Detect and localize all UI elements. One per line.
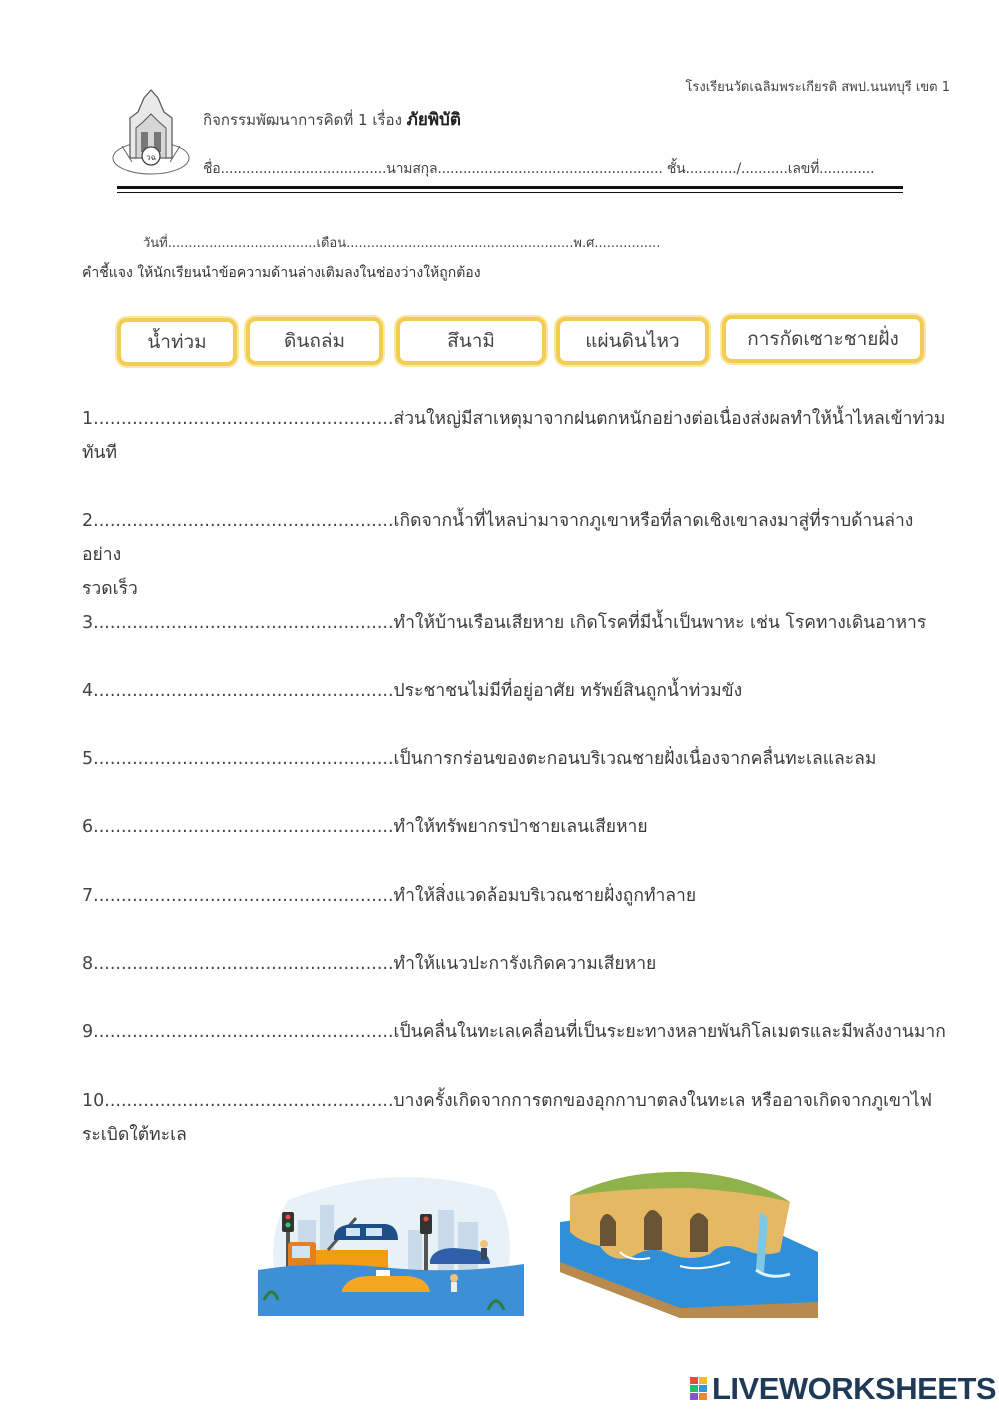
answer-blank-3[interactable]: 3......................................................: [82, 613, 394, 633]
word-bank-label: แผ่นดินไหว: [585, 330, 680, 352]
liveworksheets-cube-icon: [690, 1377, 708, 1401]
question-text: ทำให้ทรัพยากรป่าชายเลนเสียหาย: [393, 817, 648, 837]
question-text: ทำให้บ้านเรือนเสียหาย เกิดโรคที่มีน้ำเป็นพาหะ เช่น โรคทางเดินอาหาร: [393, 613, 927, 633]
header-rule-thin: [117, 192, 903, 193]
answer-blank-8[interactable]: 8......................................................: [82, 954, 394, 974]
answer-blank-4[interactable]: 4......................................................: [82, 681, 394, 701]
question-2: [82, 504, 952, 606]
answer-blank-10[interactable]: 10....................................................: [82, 1091, 394, 1111]
word-bank-label: สึนามิ: [447, 330, 495, 352]
brand-name: LIVEWORKSHEETS: [712, 1371, 997, 1406]
school-logo: [110, 88, 192, 180]
question-text-cont: ระเบิดใต้ทะเล: [82, 1125, 187, 1145]
student-info-row: ชื่อ.......................................นามสกุล..................................................... ชั้น............/...........เลขที่.............: [203, 161, 875, 177]
answer-blank-9[interactable]: 9......................................................: [82, 1022, 394, 1042]
answer-blank-2[interactable]: 2......................................................: [82, 511, 394, 531]
question-text: บางครั้งเกิดจากการตกของอุกกาบาตลงในทะเล หรืออาจเกิดจากภูเขาไฟ: [393, 1091, 933, 1111]
activity-prefix: กิจกรรมพัฒนาการคิดที่ 1 เรื่อง: [203, 111, 407, 129]
word-bank-label: การกัดเซาะชายฝั่ง: [747, 328, 899, 350]
question-10: [82, 1084, 952, 1152]
answer-blank-1[interactable]: 1......................................................: [82, 409, 394, 429]
school-name: โรงเรียนวัดเฉลิมพระเกียรติ สพป.นนทบุรี เขต 1: [685, 80, 950, 95]
question-text: เป็นคลื่นในทะเลเคลื่อนที่เป็นระยะทางหลายพันกิโลเมตรและมีพลังงานมาก: [393, 1022, 946, 1042]
date-row: วันที่....................................เดือน.......................................................พ.ศ................: [143, 236, 661, 251]
question-text: ทำให้สิ่งแวดล้อมบริเวณชายฝั่งถูกทำลาย: [393, 886, 697, 906]
word-bank-item-landslide[interactable]: [246, 317, 383, 365]
question-1: [82, 402, 952, 470]
question-text: เกิดจากน้ำที่ไหลบ่ามาจากภูเขาหรือที่ลาดเชิงเขาลงมาสู่ที่ราบด้านล่างอย่าง: [82, 511, 914, 565]
svg-text:วฉ: วฉ: [146, 153, 156, 162]
question-6: [82, 810, 952, 844]
question-text: ส่วนใหญ่มีสาเหตุมาจากฝนตกหนักอย่างต่อเนื่องส่งผลทำให้น้ำไหลเข้าท่วม: [393, 409, 946, 429]
question-9: [82, 1015, 952, 1049]
question-5: [82, 742, 952, 776]
word-bank-label: น้ำท่วม: [147, 331, 207, 353]
word-bank-label: ดินถล่ม: [284, 330, 345, 352]
answer-blank-7[interactable]: 7......................................................: [82, 886, 394, 906]
question-text: เป็นการกร่อนของตะกอนบริเวณชายฝั่งเนื่องจากคลื่นทะเลและลม: [393, 749, 877, 769]
answer-blank-5[interactable]: 5......................................................: [82, 749, 394, 769]
header-rule-thick: [117, 186, 903, 189]
word-bank-item-flood[interactable]: [117, 318, 237, 366]
question-text-cont: ทันที: [82, 443, 118, 463]
answer-blank-6[interactable]: 6......................................................: [82, 817, 394, 837]
question-4: [82, 674, 952, 708]
word-bank-item-earthquake[interactable]: [556, 317, 709, 365]
coastal-erosion-illustration: [560, 1162, 818, 1318]
question-8: [82, 947, 952, 981]
question-text-cont: รวดเร็ว: [82, 579, 138, 599]
flood-illustration: [258, 1160, 524, 1316]
activity-title: [203, 106, 461, 133]
instruction-text: คำชี้แจง ให้นักเรียนนำข้อความด้านล่างเติมลงในช่องว่างให้ถูกต้อง: [82, 265, 481, 281]
liveworksheets-logo: [690, 1371, 996, 1407]
question-text: ประชาชนไม่มีที่อยู่อาศัย ทรัพย์สินถูกน้ำท่วมขัง: [393, 681, 743, 701]
word-bank-item-coastal-erosion[interactable]: [722, 315, 924, 363]
question-3: [82, 606, 952, 640]
question-text: ทำให้แนวปะการังเกิดความเสียหาย: [393, 954, 657, 974]
activity-topic: ภัยพิบัติ: [406, 110, 461, 130]
word-bank-item-tsunami[interactable]: [396, 317, 546, 365]
question-7: [82, 879, 952, 913]
